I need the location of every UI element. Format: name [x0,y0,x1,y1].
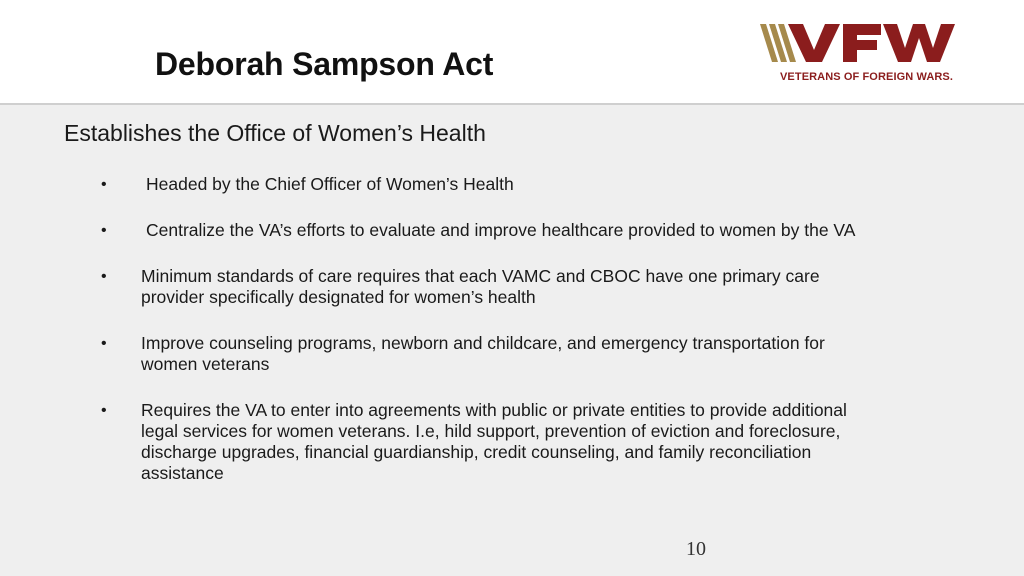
page-number: 10 [686,538,706,560]
bullet-text: women veterans [141,354,270,374]
slide-title: Deborah Sampson Act [155,46,494,82]
bullet-text: Improve counseling programs, newborn and childcare, and emergency transportation for [141,333,825,353]
bullet-text: Requires the VA to enter into agreements with public or private entities to provide additional [141,400,847,420]
logo-tagline: VETERANS OF FOREIGN WARS. [780,71,954,83]
bullet-dot: • [101,335,107,352]
bullet-text: discharge upgrades, financial guardianship, credit counseling, and family reconciliation [141,442,812,462]
section-heading: Establishes the Office of Women’s Health [64,120,486,146]
bullet-dot: • [101,222,107,239]
bullet-dot: • [101,402,107,419]
bullet-text: Centralize the VA’s efforts to evaluate and improve healthcare provided to women by the VA [146,220,856,240]
bullet-text: Headed by the Chief Officer of Women’s Health [146,174,514,194]
bullet-text: provider specifically designated for women’s health [141,287,536,307]
bullet-text: assistance [141,463,224,483]
bullet-text: Minimum standards of care requires that each VAMC and CBOC have one primary care [141,266,820,286]
bullet-dot: • [101,268,107,285]
bullet-text: legal services for women veterans. I.e, hild support, prevention of eviction and foreclosure, [141,421,841,441]
bullet-dot: • [101,176,107,193]
